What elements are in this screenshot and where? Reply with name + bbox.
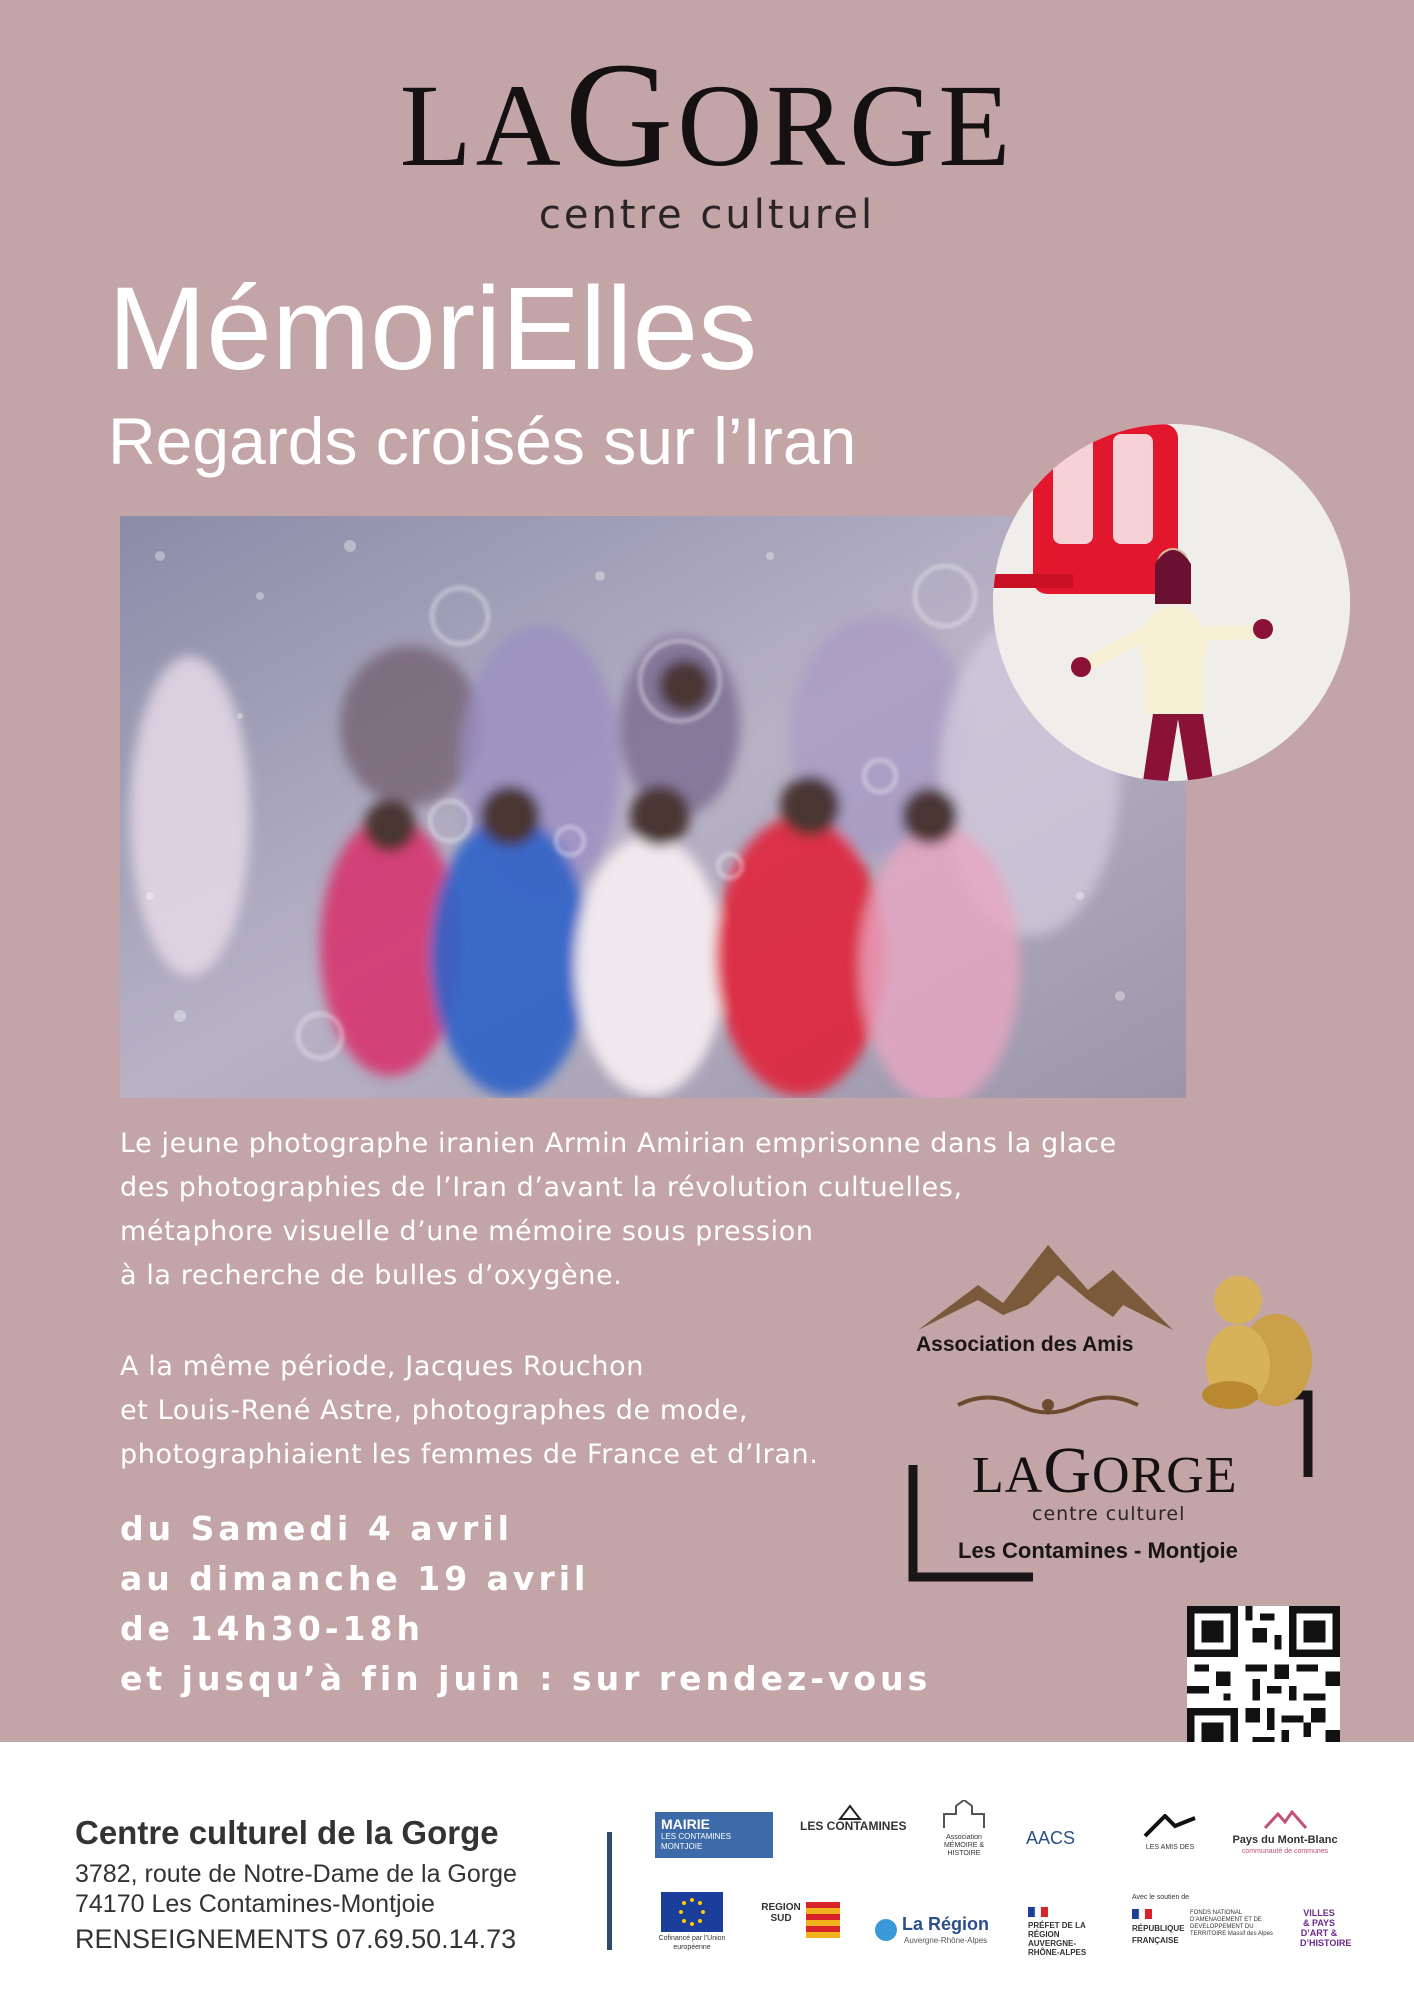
- qr-code[interactable]: [1187, 1606, 1340, 1759]
- sponsor-republique-text: RÉPUBLIQUE FRANÇAISE: [1132, 1924, 1185, 1945]
- sponsor-regionsud-logo: [756, 1902, 806, 1924]
- logo-la: LA: [399, 60, 565, 191]
- description-line: photographiaient les femmes de France et d’Iran.: [120, 1439, 819, 1470]
- sponsor-aacs-logo: AACS: [1026, 1828, 1076, 1848]
- logo-orge: ORGE: [1092, 1447, 1238, 1504]
- logo-g: G: [564, 32, 678, 198]
- association-logo: [908, 1245, 1328, 1595]
- association-lagorge-logo: [972, 1433, 1238, 1509]
- exhibition-title: MémoriElles: [108, 263, 758, 395]
- cherub-statue-icon: [1202, 1276, 1312, 1409]
- sponsor-mairie-text: LES CONTAMINES: [661, 1832, 732, 1841]
- date-line: au dimanche 19 avril: [120, 1559, 590, 1598]
- description-line: à la recherche de bulles d’oxygène.: [120, 1260, 623, 1291]
- sponsor-contamines-logo: [800, 1820, 906, 1832]
- footer-phone: RENSEIGNEMENTS 07.69.50.14.73: [75, 1924, 517, 1954]
- footer-address-line-1: 3782, route de Notre-Dame de la Gorge: [75, 1860, 517, 1888]
- sponsor-amis-logo: [1140, 1814, 1200, 1854]
- sponsor-villes-logo: [1300, 1908, 1352, 1948]
- association-title: Association des Amis: [916, 1333, 1134, 1356]
- sponsor-soutien-text: Avec le soutien de: [1132, 1894, 1190, 1901]
- footer-separator: [607, 1832, 612, 1950]
- description-paragraph-2: [120, 1345, 940, 1477]
- sponsor-villes-text: VILLES & PAYS D’ART & D’HISTOIRE: [1300, 1908, 1352, 1948]
- sponsor-eu-logo: [656, 1892, 728, 1952]
- date-line: de 14h30-18h: [120, 1609, 424, 1648]
- description-line: A la même période, Jacques Rouchon: [120, 1351, 644, 1382]
- sponsor-mairie-text: MONTJOIE: [661, 1842, 703, 1851]
- exhibition-dates: [120, 1504, 931, 1704]
- exhibition-subtitle: Regards croisés sur l’Iran: [108, 404, 857, 478]
- sponsor-regionsud-flag-icon: [806, 1902, 840, 1938]
- sponsor-prefet-text: PRÉFET DE LA RÉGION AUVERGNE-RHÔNE-ALPES: [1028, 1921, 1087, 1957]
- association-subtitle: centre culturel: [1032, 1503, 1186, 1525]
- description-line: et Louis-René Astre, photographes de mode,: [120, 1395, 749, 1426]
- footer-venue-name: Centre culturel de la Gorge: [75, 1814, 499, 1851]
- logo-orge: ORGE: [677, 60, 1015, 191]
- description-line: Le jeune photographe iranien Armin Amirian emprisonne dans la glace: [120, 1128, 1117, 1159]
- date-line: du Samedi 4 avril: [120, 1509, 513, 1548]
- description-line: des photographies de l’Iran d’avant la révolution cultuelles,: [120, 1172, 963, 1203]
- sponsor-contamines-text: LES CONTAMINES: [800, 1819, 907, 1833]
- sponsor-republique-logo: [1132, 1892, 1272, 1947]
- sponsor-fnadt-text: FONDS NATIONAL D’AMENAGEMENT ET DE DEVELOPPEMENT DU TERRITOIRE Massif des Alpes: [1190, 1910, 1273, 1937]
- sponsor-prefet-logo: [1028, 1902, 1100, 1957]
- sponsor-montblanc-text: Pays du Mont-Blanc: [1232, 1834, 1338, 1846]
- date-line: et jusqu’à fin juin : sur rendez-vous: [120, 1659, 932, 1698]
- header-logo: [0, 32, 1414, 198]
- sponsor-eu-text: Cofinancé par l’Union européenne: [658, 1935, 726, 1951]
- description-line: métaphore visuelle d’une mémoire sous pression: [120, 1216, 814, 1247]
- sponsor-mairie-logo: [655, 1812, 773, 1858]
- sponsor-amis-text: LES AMIS DES: [1145, 1844, 1195, 1851]
- sponsor-memoire-text: Association MÉMOIRE & HISTOIRE: [943, 1834, 985, 1857]
- logo-g: G: [1043, 1434, 1092, 1507]
- sponsor-mairie-text: MAIRIE: [661, 1816, 710, 1832]
- sponsor-regionsud-text: REGION SUD: [761, 1902, 801, 1924]
- logo-subtitle: centre culturel: [538, 192, 876, 238]
- mountains-icon: [918, 1245, 1173, 1330]
- sponsor-laregion-text: La Région: [902, 1914, 990, 1934]
- circle-photo: [993, 424, 1350, 781]
- association-place: Les Contamines - Montjoie: [958, 1538, 1238, 1563]
- sponsor-memoire-logo: [934, 1800, 994, 1858]
- sponsor-montblanc-sub: communauté de communes: [1241, 1848, 1329, 1855]
- sponsor-montblanc-logo: [1230, 1808, 1340, 1858]
- sponsor-laregion-sub: Auvergne-Rhône-Alpes: [904, 1936, 988, 1945]
- logo-la: LA: [972, 1447, 1044, 1504]
- footer-address-line-2: 74170 Les Contamines-Montjoie: [75, 1890, 435, 1918]
- footer: [0, 1742, 1414, 2000]
